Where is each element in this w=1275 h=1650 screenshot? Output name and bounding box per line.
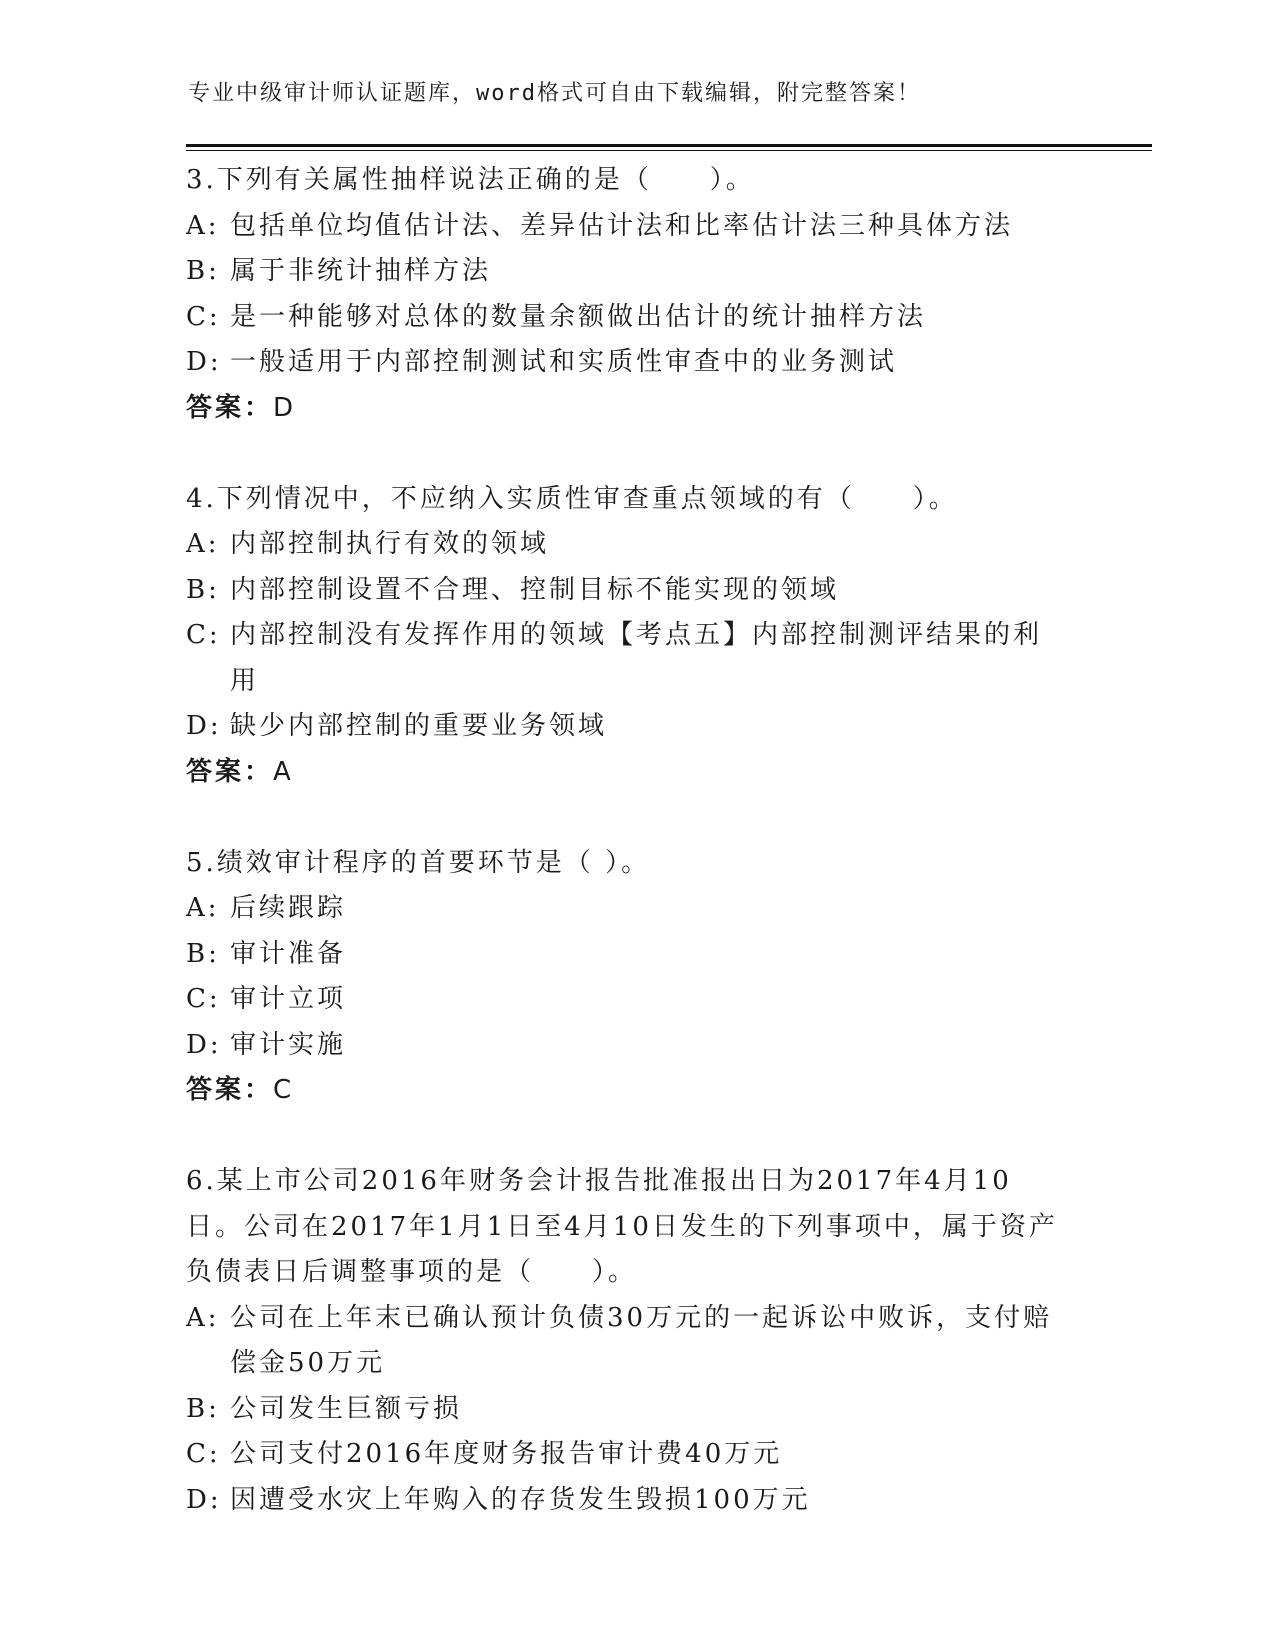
- question-list: [186, 158, 1086, 1523]
- option-b: [186, 249, 1086, 295]
- option-a: [186, 522, 1086, 568]
- answer-value: D: [273, 392, 297, 423]
- option-d: [186, 340, 1086, 386]
- answer-label: 答案：: [186, 392, 274, 423]
- option-c: [186, 613, 1086, 704]
- option-text: 缺少内部控制的重要业务领域: [230, 711, 608, 741]
- option-d: [186, 704, 1086, 750]
- option-letter: C:: [186, 984, 221, 1014]
- question-6: [186, 1159, 1086, 1523]
- option-text: 属于非统计抽样方法: [230, 256, 492, 286]
- question-3: [186, 158, 1086, 431]
- option-c: [186, 295, 1086, 341]
- question-stem: 3.下列有关属性抽样说法正确的是（ ）。: [186, 165, 755, 195]
- question-stem: 4.下列情况中，不应纳入实质性审查重点领域的有（ ）。: [186, 483, 958, 514]
- option-c: [186, 977, 1086, 1023]
- option-letter: A:: [186, 893, 220, 923]
- option-a: [186, 886, 1086, 932]
- question-stem: 6.某上市公司2016年财务会计报告批准报出日为2017年4月10日。公司在2017年1月1日至4月10日发生的下列事项中，属于资产负债表日后调整事项的是（ ）。: [186, 1166, 1058, 1287]
- option-letter: D:: [186, 1484, 222, 1515]
- option-letter: A:: [186, 1302, 220, 1333]
- option-letter: B:: [186, 256, 220, 286]
- option-text: 内部控制设置不合理、控制目标不能实现的领域: [230, 574, 840, 605]
- option-a: [186, 1296, 1086, 1387]
- option-a: [186, 204, 1086, 250]
- answer-line: [186, 386, 1086, 432]
- option-letter: C:: [186, 620, 221, 650]
- option-b: [186, 1387, 1086, 1433]
- option-text: 内部控制没有发挥作用的领域【考点五】内部控制测评结果的利用: [230, 620, 1043, 696]
- option-letter: C:: [186, 1439, 221, 1469]
- answer-label: 答案：: [186, 1075, 274, 1105]
- question-4: [186, 477, 1086, 796]
- answer-label: 答案：: [186, 756, 274, 787]
- option-text: 公司在上年末已确认预计负债30万元的一起诉讼中败诉，支付赔偿金50万元: [230, 1302, 1053, 1378]
- option-letter: B:: [186, 1393, 220, 1424]
- option-letter: C:: [186, 301, 221, 332]
- option-b: [186, 568, 1086, 614]
- option-c: [186, 1432, 1086, 1478]
- option-text: 包括单位均值估计法、差异估计法和比率估计法三种具体方法: [230, 210, 1014, 241]
- question-5: [186, 841, 1086, 1114]
- spacer: [186, 1114, 1086, 1160]
- answer-line: [186, 750, 1086, 796]
- option-text: 一般适用于内部控制测试和实质性审查中的业务测试: [230, 347, 898, 377]
- header-rule-thick: [186, 144, 1152, 147]
- option-d: [186, 1478, 1086, 1524]
- option-text: 审计立项: [230, 984, 347, 1014]
- option-letter: A:: [186, 210, 220, 241]
- answer-value: C: [273, 1075, 295, 1105]
- spacer: [186, 795, 1086, 841]
- spacer: [186, 431, 1086, 477]
- question-stem: 5.绩效审计程序的首要环节是（ ）。: [186, 847, 651, 878]
- option-letter: A:: [186, 529, 220, 559]
- page-header: 专业中级审计师认证题库，word格式可自由下载编辑，附完整答案！: [188, 81, 921, 106]
- option-text: 内部控制执行有效的领域: [230, 529, 550, 559]
- option-text: 公司支付2016年度财务报告审计费40万元: [230, 1439, 783, 1469]
- option-letter: D:: [186, 347, 222, 377]
- answer-line: [186, 1068, 1086, 1114]
- header-rule-thin: [186, 150, 1152, 151]
- option-d: [186, 1023, 1086, 1069]
- answer-value: A: [273, 756, 294, 787]
- option-letter: B:: [186, 574, 220, 605]
- option-text: 审计实施: [230, 1029, 347, 1060]
- option-text: 是一种能够对总体的数量余额做出估计的统计抽样方法: [230, 301, 927, 332]
- option-letter: D:: [186, 711, 222, 741]
- option-text: 公司发生巨额亏损: [230, 1393, 463, 1424]
- option-text: 后续跟踪: [230, 893, 347, 923]
- option-text: 因遭受水灾上年购入的存货发生毁损100万元: [230, 1484, 811, 1515]
- option-b: [186, 932, 1086, 978]
- option-text: 审计准备: [230, 938, 347, 969]
- option-letter: D:: [186, 1029, 222, 1060]
- option-letter: B:: [186, 938, 220, 969]
